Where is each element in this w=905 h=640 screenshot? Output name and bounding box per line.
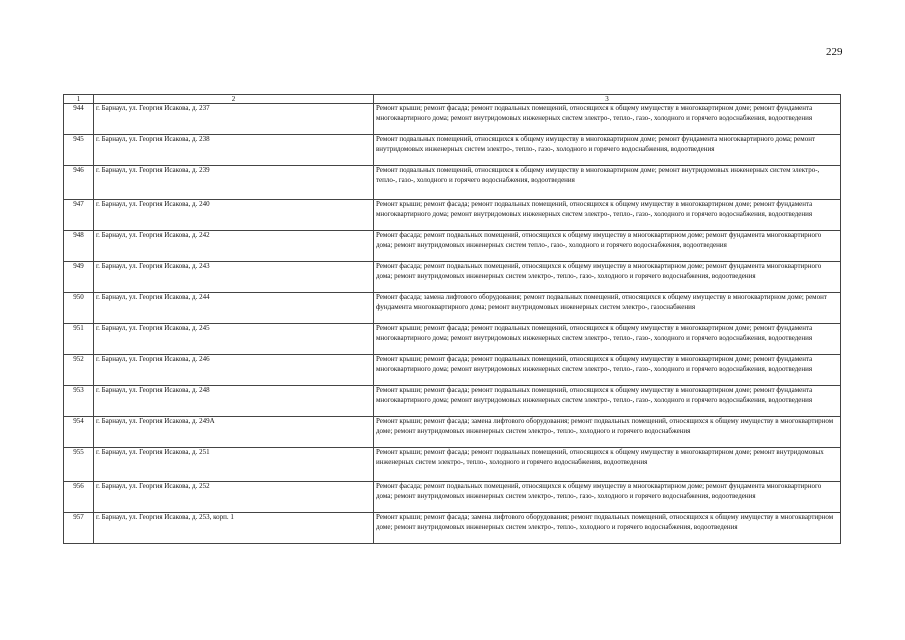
row-number: 944	[64, 104, 94, 135]
row-works: Ремонт фасада; ремонт подвальных помещений, относящихся к общему имуществу в многоквартирном доме; ремонт фундамента многоквартирного дома; ремонт внутридомовых инженерных систем электро-, тепло-, газо-, холодного и горячего водоснабжения, водоотведения	[374, 262, 841, 293]
row-address: г. Барнаул, ул. Георгия Исакова, д. 239	[94, 166, 374, 200]
table-row	[64, 513, 841, 544]
row-works: Ремонт подвальных помещений, относящихся к общему имуществу в многоквартирном доме; ремонт фундамента многоквартирного дома; ремонт внутридомовых инженерных систем электро-, тепло-, газо-, холодного и горячего водоснабжения, водоотведения	[374, 135, 841, 166]
table-row	[64, 166, 841, 200]
row-address: г. Барнаул, ул. Георгия Исакова, д. 246	[94, 355, 374, 386]
row-address: г. Барнаул, ул. Георгия Исакова, д. 238	[94, 135, 374, 166]
table-row	[64, 355, 841, 386]
row-address: г. Барнаул, ул. Георгия Исакова, д. 242	[94, 231, 374, 262]
table-row	[64, 386, 841, 417]
row-number: 948	[64, 231, 94, 262]
row-works: Ремонт крыши; ремонт фасада; ремонт подвальных помещений, относящихся к общему имуществу в многоквартирном доме; ремонт фундамента многоквартирного дома; ремонт внутридомовых инженерных систем электро-, тепло-, газо-, холодного и горячего водоснабжения, водоотведения	[374, 355, 841, 386]
row-works: Ремонт крыши; ремонт фасада; ремонт подвальных помещений, относящихся к общему имуществу в многоквартирном доме; ремонт внутридомовых инженерных систем электро-, тепло-, холодного и горячего водоснабжения, водоотведения	[374, 448, 841, 482]
header-col-works: 3	[374, 95, 841, 104]
row-works: Ремонт крыши; ремонт фасада; ремонт подвальных помещений, относящихся к общему имуществу в многоквартирном доме; ремонт фундамента многоквартирного дома; ремонт внутридомовых инженерных систем электро-, тепло-, газо-, холодного и горячего водоснабжения, водоотведения	[374, 200, 841, 231]
row-number: 954	[64, 417, 94, 448]
row-number: 947	[64, 200, 94, 231]
header-row	[64, 95, 841, 104]
row-number: 956	[64, 482, 94, 513]
row-number: 957	[64, 513, 94, 544]
row-works: Ремонт крыши; ремонт фасада; замена лифтового оборудования; ремонт подвальных помещений, относящихся к общему имуществу в многоквартирном доме; ремонт внутридомовых инженерных систем электро-, тепло-, холодного и горячего водоснабжения, водоотведения	[374, 513, 841, 544]
table-row	[64, 200, 841, 231]
table-row	[64, 262, 841, 293]
row-number: 949	[64, 262, 94, 293]
row-works: Ремонт фасада; ремонт подвальных помещений, относящихся к общему имуществу в многоквартирном доме; ремонт фундамента многоквартирного дома; ремонт внутридомовых инженерных систем тепло-, газо-, холодного и горячего водоснабжения, водоотведения	[374, 231, 841, 262]
row-address: г. Барнаул, ул. Георгия Исакова, д. 237	[94, 104, 374, 135]
repair-works-table	[63, 94, 841, 544]
row-works: Ремонт крыши; ремонт фасада; ремонт подвальных помещений, относящихся к общему имуществу в многоквартирном доме; ремонт фундамента многоквартирного дома; ремонт внутридомовых инженерных систем электро-, тепло-, газо-, холодного и горячего водоснабжения, водоотведения	[374, 324, 841, 355]
table-row	[64, 417, 841, 448]
header-col-address: 2	[94, 95, 374, 104]
row-address: г. Барнаул, ул. Георгия Исакова, д. 244	[94, 293, 374, 324]
row-address: г. Барнаул, ул. Георгия Исакова, д. 240	[94, 200, 374, 231]
row-works: Ремонт крыши; ремонт фасада; ремонт подвальных помещений, относящихся к общему имуществу в многоквартирном доме; ремонт фундамента многоквартирного дома; ремонт внутридомовых инженерных систем электро-, тепло-, газо-, холодного и горячего водоснабжения, водоотведения	[374, 104, 841, 135]
row-number: 951	[64, 324, 94, 355]
row-works: Ремонт подвальных помещений, относящихся к общему имуществу в многоквартирном доме; ремонт внутридомовых инженерных систем электро-, тепло-, газо-, холодного и горячего водоснабжения, водоотведения	[374, 166, 841, 200]
table-row	[64, 482, 841, 513]
table-row	[64, 324, 841, 355]
table-row	[64, 231, 841, 262]
row-address: г. Барнаул, ул. Георгия Исакова, д. 251	[94, 448, 374, 482]
row-number: 950	[64, 293, 94, 324]
page-number: 229	[826, 46, 843, 58]
row-number: 945	[64, 135, 94, 166]
row-address: г. Барнаул, ул. Георгия Исакова, д. 245	[94, 324, 374, 355]
row-number: 955	[64, 448, 94, 482]
table-body	[64, 104, 841, 544]
row-works: Ремонт крыши; ремонт фасада; ремонт подвальных помещений, относящихся к общему имуществу в многоквартирном доме; ремонт фундамента многоквартирного дома; ремонт внутридомовых инженерных систем электро-, тепло-, газо-, холодного и горячего водоснабжения, водоотведения	[374, 386, 841, 417]
table-row	[64, 448, 841, 482]
table-row	[64, 135, 841, 166]
row-works: Ремонт крыши; ремонт фасада; замена лифтового оборудования; ремонт подвальных помещений, относящихся к общему имуществу в многоквартирном доме; ремонт внутридомовых инженерных систем электро-, тепло-, холодного и горячего водоснабжения	[374, 417, 841, 448]
row-number: 953	[64, 386, 94, 417]
row-address: г. Барнаул, ул. Георгия Исакова, д. 249А	[94, 417, 374, 448]
header-col-number: 1	[64, 95, 94, 104]
table-row	[64, 104, 841, 135]
row-address: г. Барнаул, ул. Георгия Исакова, д. 243	[94, 262, 374, 293]
row-works: Ремонт фасада; замена лифтового оборудования; ремонт подвальных помещений, относящихся к общему имуществу в многоквартирном доме; ремонт фундамента многоквартирного дома; ремонт внутридомовых инженерных систем электро-, газоснабжения	[374, 293, 841, 324]
row-works: Ремонт фасада; ремонт подвальных помещений, относящихся к общему имуществу в многоквартирном доме; ремонт фундамента многоквартирного дома; ремонт внутридомовых инженерных систем электро-, тепло-, газо-, холодного и горячего водоснабжения, водоотведения	[374, 482, 841, 513]
row-address: г. Барнаул, ул. Георгия Исакова, д. 253, корп. 1	[94, 513, 374, 544]
row-number: 952	[64, 355, 94, 386]
table-row	[64, 293, 841, 324]
row-address: г. Барнаул, ул. Георгия Исакова, д. 248	[94, 386, 374, 417]
table-header	[64, 95, 841, 104]
row-number: 946	[64, 166, 94, 200]
row-address: г. Барнаул, ул. Георгия Исакова, д. 252	[94, 482, 374, 513]
